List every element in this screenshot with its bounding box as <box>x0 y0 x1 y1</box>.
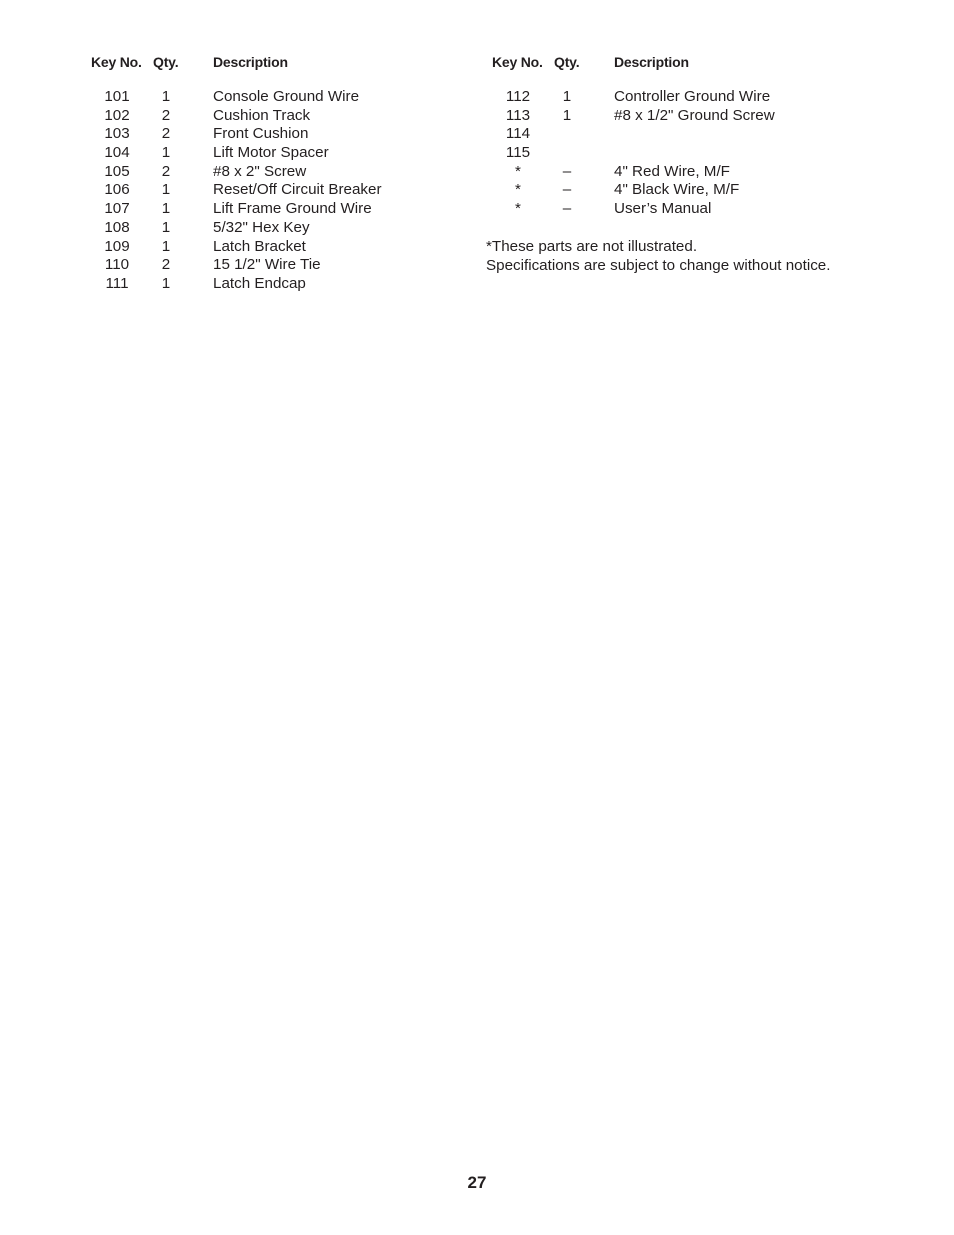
part-description: 4" Black Wire, M/F <box>614 181 740 199</box>
part-row <box>91 200 471 219</box>
part-qty: 1 <box>161 181 171 199</box>
part-key: 103 <box>104 125 130 143</box>
qty-header: Qty. <box>554 54 580 70</box>
part-qty: 1 <box>161 144 171 162</box>
part-row <box>91 275 471 294</box>
description-header: Description <box>213 54 288 70</box>
part-description: 4" Red Wire, M/F <box>614 162 730 180</box>
part-key: * <box>515 181 521 199</box>
part-key: 107 <box>104 200 130 218</box>
part-row <box>91 219 471 238</box>
part-qty: 2 <box>161 106 171 124</box>
part-key: 114 <box>505 125 531 143</box>
part-description: Latch Bracket <box>213 237 306 255</box>
not-illustrated-note: *These parts are not illustrated. <box>486 237 698 255</box>
part-qty: 2 <box>161 256 171 274</box>
specifications-note: Specifications are subject to change without notice. <box>486 256 831 274</box>
part-description: Console Ground Wire <box>213 88 360 105</box>
part-row <box>486 107 926 126</box>
page-number: 27 <box>467 1173 487 1192</box>
part-qty: 1 <box>562 106 572 124</box>
parts-list-header <box>486 54 926 74</box>
part-row <box>91 163 471 182</box>
part-description: Reset/Off Circuit Breaker <box>213 181 382 199</box>
part-description: 5/32" Hex Key <box>213 218 310 236</box>
part-description: 15 1/2" Wire Tie <box>213 256 321 274</box>
part-qty: 1 <box>562 88 572 105</box>
part-row <box>486 163 926 182</box>
parts-list-right <box>486 54 926 275</box>
parts-list-left <box>91 54 471 294</box>
part-key: 102 <box>104 106 130 124</box>
part-qty: 2 <box>161 162 171 180</box>
part-row <box>91 144 471 163</box>
part-key: 111 <box>105 274 129 292</box>
part-row <box>91 238 471 257</box>
part-qty: 2 <box>161 125 171 143</box>
part-description: Controller Ground Wire <box>614 88 771 105</box>
part-qty: 1 <box>161 274 171 292</box>
part-description: Front Cushion <box>213 125 309 143</box>
part-description: Latch Endcap <box>213 274 306 292</box>
parts-notes <box>486 238 926 275</box>
part-row <box>91 181 471 200</box>
part-qty: 1 <box>161 200 171 218</box>
part-key: 108 <box>104 218 130 236</box>
part-row <box>486 181 926 200</box>
part-key: 112 <box>505 88 531 105</box>
part-description: #8 x 1/2" Ground Screw <box>614 106 775 124</box>
part-row <box>91 88 471 107</box>
part-key: 101 <box>104 88 130 105</box>
key-no-header: Key No. <box>492 54 543 70</box>
part-qty: 1 <box>161 88 171 105</box>
part-description: Lift Frame Ground Wire <box>213 200 372 218</box>
part-key: 109 <box>104 237 130 255</box>
part-key: * <box>515 200 521 218</box>
part-description: #8 x 2" Screw <box>213 162 307 180</box>
part-qty: – <box>562 162 572 180</box>
part-description: Cushion Track <box>213 106 311 124</box>
part-row <box>486 88 926 107</box>
part-row <box>91 256 471 275</box>
part-qty: 1 <box>161 237 171 255</box>
part-row <box>486 200 926 219</box>
part-description: User’s Manual <box>614 200 712 218</box>
part-row <box>91 125 471 144</box>
part-key: 105 <box>104 162 130 180</box>
key-no-header: Key No. <box>91 54 142 70</box>
part-key: 110 <box>104 256 130 274</box>
part-row <box>486 144 926 163</box>
part-qty: – <box>562 181 572 199</box>
parts-list-header <box>91 54 471 74</box>
description-header: Description <box>614 54 689 70</box>
part-key: * <box>515 162 521 180</box>
part-qty: 1 <box>161 218 171 236</box>
part-row <box>486 125 926 144</box>
part-key: 104 <box>104 144 130 162</box>
part-qty: – <box>562 200 572 218</box>
qty-header: Qty. <box>153 54 179 70</box>
part-description: Lift Motor Spacer <box>213 144 329 162</box>
part-row <box>91 107 471 126</box>
part-key: 106 <box>104 181 130 199</box>
part-key: 113 <box>505 106 531 124</box>
part-key: 115 <box>505 144 531 162</box>
